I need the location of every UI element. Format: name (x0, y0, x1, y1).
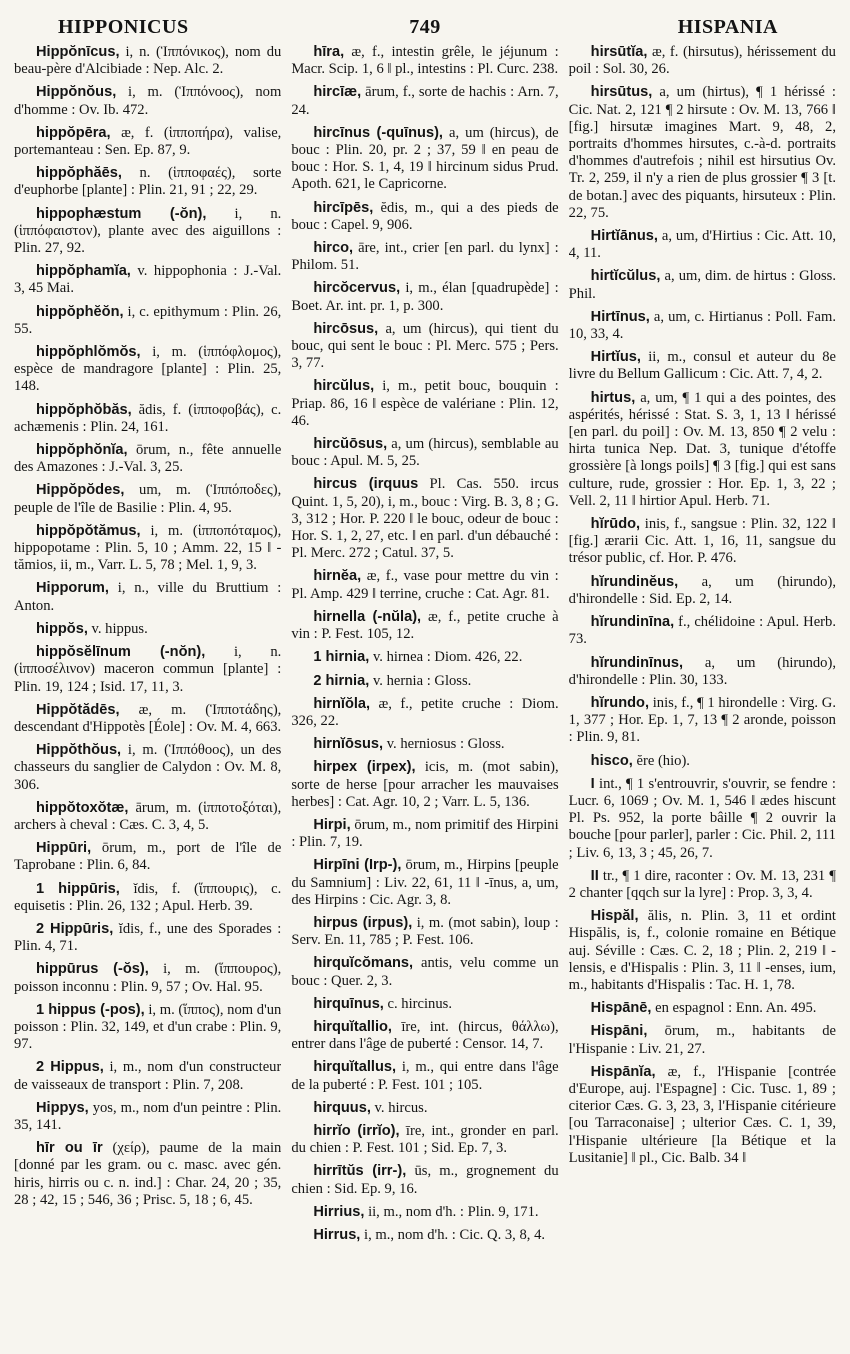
dictionary-entry (569, 614, 836, 648)
entry-definition: ĭdis, f., une des Sporades : Plin. 4, 71. (14, 920, 282, 955)
entry-headword: hippŏphĕŏn, (36, 303, 124, 320)
entry-headword: hirsūtus, (590, 84, 653, 101)
dictionary-entry (291, 817, 558, 851)
entry-definition: icis, m. (mot sabin), sorte de herse [pour arracher les mauvaises herbes] : Cat. Agr. 10, 2 ; Varr. L. 5, 136. (291, 759, 559, 810)
entry-headword: Hispāni, (590, 1023, 648, 1040)
entry-headword: Hippŏtădēs, (36, 701, 120, 718)
dictionary-entry (569, 908, 836, 994)
entry-definition: ārum, f., sorte de hachis : Arn. 7, 24. (291, 84, 559, 118)
entry-definition: inis, f., sangsue : Plin. 32, 122 ‖ [fig.] ærarii Cic. Att. 1, 16, 11, sangsue du trésor public, cf. Hor. P. 476. (568, 516, 836, 567)
column-3 (569, 44, 836, 1344)
entry-headword: hippŏphăēs, (36, 165, 122, 182)
entry-headword: hirquĭtallio, (313, 1018, 392, 1035)
dictionary-entry (291, 240, 558, 274)
entry-headword: hirnĭŏla, (313, 695, 371, 712)
entry-definition: v. hippus. (87, 620, 148, 637)
entry-headword: hippŏphlŏmŏs, (36, 344, 141, 361)
dictionary-entry (291, 1059, 558, 1093)
entry-definition: i, n., ville du Bruttium : Anton. (14, 580, 282, 614)
entry-definition: ĕre (hio). (632, 752, 690, 769)
dictionary-entry (291, 736, 558, 753)
dictionary-entry (291, 1123, 558, 1157)
dictionary-entry (14, 702, 281, 736)
dictionary-entry (569, 1064, 836, 1167)
dictionary-entry (291, 955, 558, 989)
entry-headword: hirnella (-nŭla), (313, 608, 422, 625)
entry-definition: æ, f., intestin grêle, le jéjunum : Macr. Scip. 1, 6 ‖ pl., intestins : Pl. Curc. 238. (291, 44, 559, 78)
dictionary-entry (291, 1163, 558, 1197)
entry-headword: hīra, (313, 44, 345, 60)
dictionary-entry (291, 1227, 558, 1244)
entry-definition: a, um (hirtus), ¶ 1 hérissé : Cic. Nat. 2, 121 ¶ 2 hirsute : Ov. M. 13, 766 ‖ [fig.] hirsutæ imagines Mart. 9, 48, 2, portraits d'hommes hirsutes, c.-à-d. portraits d'hommes d'autrefois ; nihil est hirsutius Ov. Tr. 2, 259, il n'y a rien de plus grossier ¶ 3 [t. de botan.] avec des piquants, hirsuteux : Plin. 22, 75. (568, 84, 836, 221)
dictionary-entry (291, 649, 558, 666)
entry-headword: hirpex (irpex), (313, 759, 416, 776)
dictionary-entry (14, 921, 281, 955)
entry-headword: 2 hirnia, (313, 672, 370, 689)
entry-headword: II (590, 867, 599, 884)
dictionary-entry (14, 1140, 281, 1209)
entry-definition: i, m., nom d'un constructeur de vaisseaux de transport : Plin. 7, 208. (14, 1059, 282, 1093)
entry-definition: i, m., qui entre dans l'âge de la puberté : P. Fest. 101 ; 105. (291, 1059, 559, 1093)
dictionary-entry (569, 309, 836, 343)
entry-headword: Hippŏpŏdes, (36, 482, 125, 499)
dictionary-entry (291, 759, 558, 811)
running-head-left: HIPPONICUS (58, 16, 189, 38)
entry-definition: a, um, dim. de hirtus : Gloss. Phil. (568, 268, 836, 302)
entry-headword: Hirtĭus, (590, 349, 641, 366)
entry-headword: Hispānĭa, (590, 1063, 656, 1080)
entry-headword: hippŏtoxŏtæ, (36, 799, 129, 816)
entry-definition: īre, int. (hircus, θάλλω), entrer dans l'âge de puberté : Censor. 14, 7. (291, 1018, 559, 1053)
entry-headword: hĭrundinĕus, (590, 573, 679, 590)
dictionary-entry (569, 516, 836, 568)
dictionary-entry (291, 280, 558, 314)
entry-headword: hĭrundinīna, (590, 614, 675, 631)
dictionary-entry (14, 800, 281, 834)
entry-definition: æ, f., petite cruche : Diom. 326, 22. (291, 695, 559, 729)
entry-headword: hippŏphŏnĭa, (36, 442, 128, 459)
entry-definition: ārum, m. (ἱπποτοξόται), archers à cheval : Cæs. C. 3, 4, 5. (14, 799, 282, 833)
dictionary-entry (569, 268, 836, 302)
entry-definition: i, n. (Ἱππόνικος), nom du beau-père d'Alcibiade : Nep. Alc. 2. (14, 44, 282, 78)
entry-headword: hisco, (590, 752, 633, 769)
dictionary-entry (14, 165, 281, 199)
entry-headword: Hispăl, (590, 908, 639, 925)
dictionary-entry (291, 857, 558, 909)
entry-headword: hirtus, (590, 389, 636, 406)
dictionary-entry (291, 609, 558, 643)
columns-container (14, 44, 836, 1344)
dictionary-entry (291, 1019, 558, 1053)
entry-definition: āre, int., crier [en parl. du lynx] : Philom. 51. (291, 240, 559, 274)
entry-definition: Pl. Cas. 550. ircus Quint. 1, 5, 20), i, m., bouc : Virg. B. 3, 8 ; G. 3, 312 ; Hor. P. 220 ‖ le bouc, odeur de bouc : Hor. S. 1, 2, 27, etc. ‖ en parl. d'un débauché : Pl. Merc. 272 ; Catul. 37, 5. (291, 476, 559, 562)
entry-definition: æ, f. (ἱπποπήρα), valise, portemanteau : Sen. Ep. 87, 9. (14, 124, 282, 159)
dictionary-entry (291, 673, 558, 690)
dictionary-entry (14, 742, 281, 794)
entry-headword: hirquīnus, (313, 995, 384, 1012)
dictionary-entry (291, 1204, 558, 1221)
entry-headword: 2 Hippus, (36, 1059, 104, 1076)
dictionary-entry (291, 996, 558, 1013)
dictionary-entry (14, 206, 281, 258)
entry-definition: f., chélidoine : Apul. Herb. 73. (568, 614, 836, 648)
dictionary-entry (569, 349, 836, 383)
entry-definition: ĕdis, m., qui a des pieds de bouc : Capel. 9, 906. (291, 199, 559, 233)
entry-headword: Hirrius, (313, 1203, 365, 1220)
dictionary-entry (569, 753, 836, 770)
entry-headword: Hippŏnŏus, (36, 84, 117, 101)
entry-headword: hirquus, (313, 1099, 371, 1116)
entry-headword: hirnĕa, (313, 568, 362, 585)
dictionary-entry (14, 402, 281, 436)
dictionary-entry (14, 442, 281, 476)
dictionary-entry (291, 436, 558, 470)
entry-headword: hīr ou īr (36, 1140, 103, 1157)
entry-headword: hircus (irquus (313, 476, 419, 493)
entry-headword: Hirpīni (Irp-), (313, 857, 402, 874)
dictionary-entry (14, 304, 281, 338)
entry-headword: hirsūtĭa, (590, 44, 648, 60)
entry-headword: hirtĭcŭlus, (590, 268, 661, 285)
entry-definition: c. hircinus. (383, 995, 452, 1012)
entry-headword: hirrītŭs (irr-), (313, 1163, 407, 1180)
entry-definition: i, m. (mot sabin), loup : Serv. En. 11, 785 ; P. Fest. 106. (291, 914, 559, 949)
entry-definition: v. hirnea : Diom. 426, 22. (369, 649, 523, 666)
entry-definition: a, um (hirundo), d'hirondelle : Sid. Ep. 2, 14. (568, 573, 836, 607)
entry-definition: ōrum, m., Hirpins [peuple du Samnium] : Liv. 22, 61, 11 ‖ -īnus, a, um, des Hirpins : Cic. Agr. 3, 8. (291, 857, 559, 908)
entry-definition: int., ¶ 1 s'entrouvrir, s'ouvrir, se fendre : Lucr. 6, 1069 ; Ov. M. 1, 546 ‖ ædes hiscunt Pl. Ps. 952, la porte bâille ¶ 2 ouvrir la bouche [pour parler], parler : Cic. Phil. 2, 111 ; Liv. 6, 13, 3 ; 45, 26, 7. (568, 775, 836, 861)
entry-headword: Hispānē, (590, 1000, 652, 1017)
dictionary-entry (14, 44, 281, 78)
dictionary-entry (291, 1100, 558, 1117)
entry-headword: 1 hippūris, (36, 880, 120, 897)
entry-definition: ūs, m., grognement du chien : Sid. Ep. 9, 16. (291, 1163, 559, 1197)
dictionary-entry (291, 696, 558, 730)
dictionary-entry (569, 695, 836, 747)
running-head-right: HISPANIA (677, 16, 778, 38)
entry-headword: hirnĭōsus, (313, 736, 384, 753)
entry-definition: i, m. (ἵππουρος), poisson inconnu : Plin. 9, 57 ; Ov. Hal. 95. (14, 961, 282, 995)
dictionary-entry (569, 84, 836, 222)
entry-definition: ōrum, m., nom primitif des Hirpini : Plin. 7, 19. (291, 816, 559, 851)
entry-definition: æ, f., petite cruche à vin : P. Fest. 105, 12. (291, 608, 559, 643)
entry-headword: Hippŏthŏus, (36, 742, 122, 759)
dictionary-entry (569, 228, 836, 262)
entry-headword: hippophæstum (-ŏn), (36, 205, 207, 222)
entry-headword: hirco, (313, 240, 354, 257)
entry-definition: ii, m., consul et auteur du 8e livre du Bellum Gallicum : Cic. Att. 7, 4, 2. (568, 349, 836, 383)
dictionary-entry (291, 568, 558, 602)
entry-headword: Hipporum, (36, 580, 109, 597)
entry-definition: ōrum, m., habitants de l'Hispanie : Liv. 21, 27. (568, 1023, 836, 1057)
dictionary-entry (569, 390, 836, 510)
entry-headword: hippŏphamĭa, (36, 263, 131, 280)
entry-definition: īre, int., gronder en parl. du chien : P. Fest. 101 ; Sid. Ep. 7, 3. (291, 1122, 559, 1157)
entry-definition: yos, m., nom d'un peintre : Plin. 35, 141. (14, 1099, 282, 1133)
entry-definition: i, m. (ἱππόφλομος), espèce de mandragore [plante] : Plin. 25, 148. (14, 344, 282, 395)
entry-definition: v. hippophonia : J.-Val. 3, 45 Mai. (14, 263, 282, 297)
entry-definition: a, um, ¶ 1 qui a des pointes, des aspérités, hérissé : Stat. S. 3, 1, 13 ‖ hérissé [en parl. du poil] : Ov. M. 13, 850 ¶ 2 velu : hirta tunica Nep. Dat. 3, tunique d'étoffe grossière [à longs poils] ¶ 3 [fig.] qui est sans culture, rude, grossier : Hor. Ep. 1, 3, 22 ; Vell. 2, 11 ‖ hirtior Apul. Herb. 71. (568, 389, 836, 509)
entry-definition: antis, velu comme un bouc : Quer. 2, 3. (291, 955, 559, 989)
dictionary-entry (569, 44, 836, 78)
dictionary-entry (291, 44, 558, 78)
dictionary-entry (14, 1059, 281, 1093)
entry-headword: hippŏs, (36, 620, 88, 637)
entry-definition: (χείρ), paume de la main [donné par les gram. ou c. masc. avec gén. hiris, hirris ou c. n. ind.] : Char. 24, 20 ; 35, 28 ; 42, 15 ; 546, 36 ; Prisc. 5, 18 ; 6, 45. (14, 1140, 282, 1208)
entry-definition: æ, f. (hirsutus), hérissement du poil : Sol. 30, 26. (568, 44, 836, 78)
dictionary-entry (14, 125, 281, 159)
entry-headword: hircōsus, (313, 320, 379, 337)
entry-definition: inis, f., ¶ 1 hirondelle : Virg. G. 1, 377 ; Hor. Ep. 1, 7, 13 ¶ 2 aronde, poisson : Plin. 9, 81. (568, 694, 836, 746)
dictionary-entry (569, 574, 836, 608)
entry-definition: i, c. epithymum : Plin. 26, 55. (14, 303, 282, 337)
entry-definition: ădis, f. (ἱπποφοβάς), c. achæmenis : Plin. 24, 161. (14, 401, 282, 435)
dictionary-entry (14, 84, 281, 118)
entry-headword: hippŏpŏtămus, (36, 522, 141, 539)
dictionary-entry (14, 1100, 281, 1134)
dictionary-entry (569, 868, 836, 902)
entry-headword: hippūrus (-ŏs), (36, 961, 149, 978)
dictionary-entry (291, 476, 558, 562)
dictionary-entry (291, 321, 558, 373)
entry-definition: ălis, n. Plin. 3, 11 et ordint Hispălis, is, f., colonie romaine en Bétique auj. Séville : Cæs. C. 2, 18 ; Plin. 2, 219 ‖ -lensis, e d'Hispalis : Plin. 3, 11 ‖ -enses, ium, m., habitants d'Hispalis : Tac. H. 1, 78. (568, 908, 836, 993)
entry-definition: v. hernia : Gloss. (369, 672, 472, 689)
dictionary-entry (14, 881, 281, 915)
entry-headword: Hirpi, (313, 816, 351, 833)
entry-definition: æ, f., l'Hispanie [contrée d'Europe, auj. l'Espagne] : Cic. Tusc. 1, 89 ; citerior Cæs. G. 3, 23, 3, l'Hispanie citérieure [ou Tarraconaise] ; ulterior Cæs. C. 1, 39, l'Hispanie ultérieure [la Bétique et la Lusitanie] ‖ pl., Cic. Balb. 34 ‖ (568, 1063, 836, 1166)
dictionary-entry (14, 1002, 281, 1054)
entry-headword: Hippūri, (36, 840, 92, 857)
entry-definition: um, m. (Ἱππόποδες), peuple de l'île de Basilie : Plin. 4, 95. (14, 482, 282, 516)
column-1 (14, 44, 281, 1344)
entry-headword: hircŭlus, (313, 378, 375, 395)
entry-headword: Hirtīnus, (590, 308, 650, 325)
entry-definition: i, m., petit bouc, bouquin : Priap. 86, 16 ‖ espèce de valériane : Plin. 12, 46. (291, 378, 559, 429)
entry-definition: i, n. (ἱπποσέλινον) maceron commun [plante] : Plin. 19, 124 ; Isid. 17, 11, 3. (14, 644, 282, 695)
dictionary-entry (14, 621, 281, 638)
entry-definition: a, um (hircus), qui tient du bouc, qui sent le bouc : Pl. Merc. 575 ; Pers. 3, 77. (291, 320, 559, 372)
entry-headword: hippŏphŏbăs, (36, 401, 132, 418)
entry-headword: hirrĭo (irrĭo), (313, 1122, 400, 1139)
entry-definition: ii, m., nom d'h. : Plin. 9, 171. (364, 1203, 539, 1220)
entry-headword: hippŏsĕlīnum (-nŏn), (36, 644, 206, 661)
entry-definition: a, um (hircus), semblable au bouc : Apul. M. 5, 25. (291, 436, 559, 470)
entry-definition: i, m. (Ἱππόθοος), un des chasseurs du sanglier de Calydon : Ov. M. 8, 306. (14, 742, 282, 793)
dictionary-entry (569, 655, 836, 689)
entry-definition: æ, m. (Ἱπποτάδης), descendant d'Hippotès [Éole] : Ov. M. 4, 663. (14, 701, 282, 735)
entry-headword: hĭrundinīnus, (590, 654, 684, 671)
entry-definition: i, m. (ἱπποπόταμος), hippopotame : Plin. 5, 10 ; Amm. 22, 15 ‖ -tămios, ii, m., Varr. L. 5, 78 ; Mel. 1, 9, 3. (14, 522, 282, 574)
page-number: 749 (409, 16, 441, 38)
entry-definition: æ, f., vase pour mettre du vin : Pl. Amp. 429 ‖ terrine, cruche : Cat. Agr. 81. (291, 568, 559, 602)
entry-headword: hircŏcervus, (313, 280, 401, 297)
entry-definition: v. herniosus : Gloss. (383, 736, 505, 753)
dictionary-entry (14, 482, 281, 516)
entry-definition: a, um (hircus), de bouc : Plin. 20, pr. 2 ; 37, 59 ‖ en peau de bouc : Hor. S. 1, 4, 19 ‖ hircinum sidus Prud. Apoth. 621, le Capricorne. (291, 124, 559, 193)
entry-definition: a, um (hirundo), d'hirondelle : Plin. 30, 133. (568, 654, 836, 688)
entry-definition: i, m., élan [quadrupède] : Boet. Ar. int. pr. 1, p. 300. (291, 280, 559, 314)
entry-definition: n. (ἱπποφαές), sorte d'euphorbe [plante] : Plin. 21, 91 ; 22, 29. (14, 165, 282, 199)
dictionary-entry (14, 523, 281, 575)
entry-headword: hircŭōsus, (313, 436, 388, 453)
dictionary-entry (569, 1023, 836, 1057)
dictionary-entry (291, 200, 558, 234)
entry-headword: 1 hirnia, (313, 649, 370, 666)
entry-headword: Hippŏnīcus, (36, 44, 120, 60)
dictionary-entry (14, 263, 281, 297)
entry-definition: i, m., nom d'h. : Cic. Q. 3, 8, 4. (360, 1226, 546, 1243)
dictionary-entry (569, 1000, 836, 1017)
entry-headword: Hirtĭānus, (590, 228, 658, 245)
entry-definition: ĭdis, f. (ἵππουρις), c. equisetis : Plin. 26, 132 ; Apul. Herb. 39. (14, 880, 282, 914)
entry-definition: a, um, d'Hirtius : Cic. Att. 10, 4, 11. (568, 228, 836, 262)
entry-definition: ōrum, m., port de l'île de Taprobane : Plin. 6, 84. (14, 840, 282, 874)
dictionary-entry (14, 644, 281, 696)
column-2 (291, 44, 558, 1344)
entry-headword: hirquĭcŏmans, (313, 955, 414, 972)
dictionary-entry (291, 915, 558, 949)
entry-definition: i, n. (ἱππόφαιστον), plante avec des aiguillons : Plin. 27, 92. (14, 205, 282, 257)
dictionary-entry (14, 344, 281, 396)
dictionary-entry (14, 580, 281, 614)
entry-definition: ōrum, n., fête annuelle des Amazones : J.-Val. 3, 25. (14, 442, 282, 476)
entry-headword: 1 hippus (-pos), (36, 1001, 145, 1018)
dictionary-entry (14, 840, 281, 874)
entry-definition: i, m. (ἵππος), nom d'un poisson : Plin. 32, 149, et d'un crabe : Plin. 9, 97. (14, 1001, 282, 1053)
dictionary-entry (569, 776, 836, 862)
dictionary-entry (291, 378, 558, 430)
dictionary-entry (291, 84, 558, 118)
entry-headword: hĭrūdo, (590, 516, 641, 533)
entry-headword: hippŏpēra, (36, 124, 111, 141)
entry-headword: Hippys, (36, 1099, 89, 1116)
entry-headword: I (590, 775, 595, 792)
entry-headword: hirquĭtallus, (313, 1059, 397, 1076)
entry-headword: Hirrus, (313, 1226, 361, 1243)
entry-headword: hircīpēs, (313, 199, 374, 216)
entry-headword: 2 Hippūris, (36, 920, 114, 937)
entry-definition: i, m. (Ἱππόνοος), nom d'homme : Ov. Ib. 472. (14, 84, 282, 118)
entry-definition: a, um, c. Hirtianus : Poll. Fam. 10, 33, 4. (568, 308, 836, 343)
entry-headword: hirpus (irpus), (313, 914, 413, 931)
dictionary-entry (14, 961, 281, 995)
page-header (14, 10, 836, 44)
entry-definition: v. hircus. (370, 1099, 428, 1116)
dictionary-entry (291, 125, 558, 194)
entry-headword: hĭrundo, (590, 694, 650, 711)
entry-definition: tr., ¶ 1 dire, raconter : Ov. M. 13, 231 ¶ 2 chanter [qqch sur la lyre] : Prop. 3, 3, 4. (568, 867, 836, 901)
entry-headword: hircīæ, (313, 84, 362, 101)
entry-headword: hircīnus (-quīnus), (313, 124, 443, 141)
entry-definition: en espagnol : Enn. An. 495. (651, 1000, 817, 1017)
